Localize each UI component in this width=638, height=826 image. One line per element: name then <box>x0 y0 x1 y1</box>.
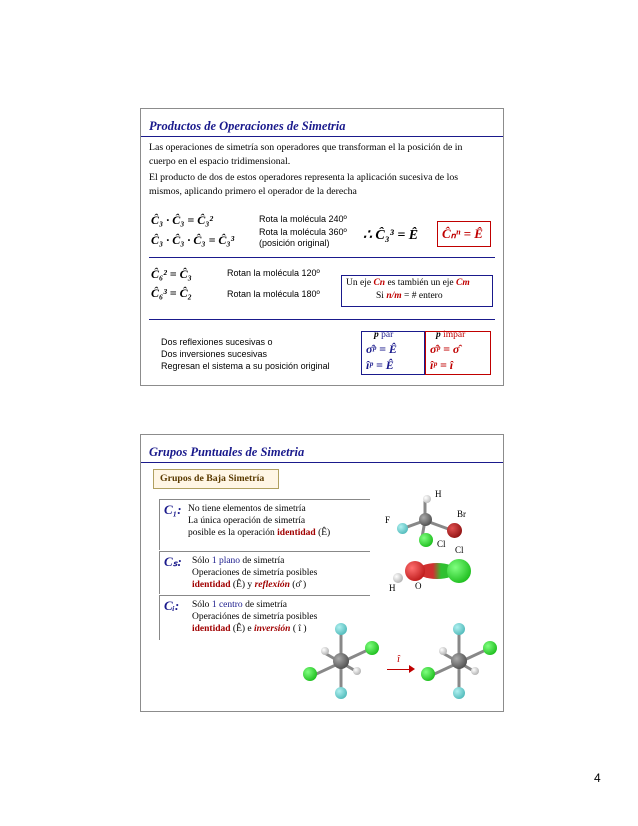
fluorine-atom <box>453 623 465 635</box>
chlorine-atom <box>447 559 471 583</box>
par-header <box>374 328 393 342</box>
ci-line3 <box>192 623 317 635</box>
c1-text <box>188 503 330 539</box>
divider-2 <box>149 319 495 320</box>
atom-label-h: H <box>389 583 396 593</box>
par-eq1: σ̂ᵖ = Ê <box>366 342 397 356</box>
eq4-note: Rotan la molécula 180º <box>227 289 320 299</box>
hydrogen-atom <box>321 647 329 655</box>
chlorine-atom <box>421 667 435 681</box>
impar-eq1: σ̂ᵖ = σ̂ <box>430 342 460 356</box>
molecule-cs <box>379 545 479 593</box>
group-c1 <box>159 499 370 550</box>
identity-symbol: (Ê) <box>318 528 331 538</box>
plane-highlight: 1 plano <box>211 556 241 566</box>
fluorine-atom <box>453 687 465 699</box>
inversion-arrow <box>387 655 417 675</box>
low-symmetry-label: Grupos de Baja Simetría <box>153 469 279 489</box>
fluorine-atom <box>397 523 408 534</box>
para2-line1: El producto de dos de estos operadores representa la aplicación sucesiva de los <box>149 172 459 183</box>
reflection-highlight: reflexión <box>254 580 290 590</box>
refl-line1: Dos reflexiones sucesivas o <box>161 337 273 347</box>
impar-header <box>436 328 465 342</box>
cs-label: Cₛ: <box>164 554 182 569</box>
axis-cn: Cn <box>373 278 386 288</box>
para1-line2: cuerpo en el espacio tridimensional. <box>149 156 291 167</box>
chlorine-atom <box>419 533 433 547</box>
divider-1 <box>149 257 495 258</box>
carbon-atom <box>451 653 467 669</box>
identity-highlight: identidad <box>192 580 231 590</box>
inversion-symbol: ( î ) <box>292 624 307 634</box>
eq3-note: Rotan la molécula 120º <box>227 268 320 278</box>
boxed-equation <box>437 221 491 247</box>
equation-c6-squared: Ĉ₆² = Ĉ₃ <box>151 267 192 281</box>
slide-grupos-puntuales <box>140 434 504 712</box>
refl-line3: Regresan el sistema a su posición original <box>161 361 330 371</box>
page-number: 4 <box>594 771 601 785</box>
cs-line1-text: Sólo <box>192 556 210 566</box>
impar-box <box>425 331 491 375</box>
hydrogen-atom <box>439 647 447 655</box>
slide-title: Grupos Puntuales de Simetria <box>149 445 305 459</box>
eq2-note <box>259 227 347 249</box>
identity-highlight: identidad <box>277 528 316 538</box>
c1-label: C₁: <box>164 502 182 517</box>
slide-productos <box>140 108 504 386</box>
eq2-note-line1: Rota la molécula 360º <box>259 227 347 237</box>
axis-text: es también un eje <box>387 278 454 288</box>
title-rule <box>141 136 503 137</box>
fluorine-atom <box>335 623 347 635</box>
hydrogen-atom <box>353 667 361 675</box>
impar-eq2: îᵖ = î <box>430 358 454 372</box>
atom-label-o: O <box>415 581 422 591</box>
hydrogen-atom <box>423 495 431 503</box>
title-rule <box>141 462 503 463</box>
par-word: par <box>381 330 394 340</box>
oxygen-atom <box>405 561 425 581</box>
axis-note-box <box>341 275 493 307</box>
ci-text <box>192 599 317 635</box>
ci-line1-text: Sólo <box>192 600 210 610</box>
axis-text: = # entero <box>404 291 443 301</box>
axis-text: Un eje <box>346 278 372 288</box>
chlorine-atom <box>365 641 379 655</box>
eq1-note: Rota la molécula 240º <box>259 214 347 224</box>
axis-note-line2 <box>376 289 443 303</box>
center-highlight: 1 centro <box>211 600 243 610</box>
inversion-arrow-label: î <box>397 653 401 665</box>
cs-line3 <box>192 579 317 591</box>
equation-c3-squared: Ĉ₃ · Ĉ₃ = Ĉ₃² <box>151 213 213 227</box>
equation-c6-cubed: Ĉ₆³ = Ĉ₂ <box>151 286 192 300</box>
impar-p: p <box>436 330 441 340</box>
c1-line2: La única operación de simetría <box>188 516 306 526</box>
molecule-ci-before <box>301 621 381 701</box>
ci-line2: Operaciónes de simetría posibles <box>192 612 318 622</box>
eq2-note-line2: (posición original) <box>259 238 330 248</box>
par-p: p <box>374 330 379 340</box>
chlorine-atom <box>483 641 497 655</box>
molecule-ci-after <box>419 621 499 701</box>
impar-word: impar <box>443 330 466 340</box>
hydrogen-atom <box>393 573 403 583</box>
axis-cm: Cm <box>456 278 470 288</box>
axis-note-line1 <box>346 276 470 290</box>
cs-line1-text: de simetría <box>242 556 285 566</box>
refl-line2: Dos inversiones sucesivas <box>161 349 268 359</box>
slide-title: Productos de Operaciones de Simetria <box>149 119 346 133</box>
atom-label-cl: Cl <box>437 539 446 549</box>
para2-line2: mismos, aplicando primero el operador de la derecha <box>149 186 357 197</box>
para1-line1: Las operaciones de simetría son operadores que transforman el la posición de in <box>149 142 463 153</box>
equation-c3-cubed: Ĉ₃ · Ĉ₃ · Ĉ₃ = Ĉ₃³ <box>151 233 235 247</box>
par-box <box>361 331 425 375</box>
atom-label-h: H <box>435 489 442 499</box>
axis-text: Si <box>376 291 384 301</box>
atom-label-cl: Cl <box>455 545 464 555</box>
axis-nm: n/m <box>386 291 402 301</box>
identity-highlight: identidad <box>192 624 231 634</box>
reflection-symbol: (σ̂ ) <box>292 580 307 590</box>
cs-line1 <box>192 555 317 567</box>
c1-line1: No tiene elementos de simetría <box>188 504 306 514</box>
paragraph-2 <box>149 171 458 199</box>
arrow-shaft <box>387 669 411 670</box>
atom-label-br: Br <box>457 509 466 519</box>
inversion-highlight: inversión <box>254 624 291 634</box>
boxed-equation-text: Ĉₙⁿ = Ê <box>442 226 483 241</box>
group-cs <box>159 551 370 594</box>
carbon-atom <box>333 653 349 669</box>
ci-line1-text: de simetría <box>245 600 288 610</box>
reflection-note <box>161 336 330 372</box>
atom-label-f: F <box>385 515 391 525</box>
molecule-c1 <box>373 487 493 547</box>
cs-line3-text: (Ê) y <box>232 580 253 590</box>
hydrogen-atom <box>471 667 479 675</box>
par-eq2: îᵖ = Ê <box>366 358 394 372</box>
chlorine-atom <box>303 667 317 681</box>
ci-label: Cᵢ: <box>164 598 180 613</box>
cs-text <box>192 555 317 591</box>
c1-line3 <box>188 527 330 539</box>
fluorine-atom <box>335 687 347 699</box>
ci-line1 <box>192 599 317 611</box>
paragraph-1 <box>149 141 462 169</box>
bromine-atom <box>447 523 462 538</box>
arrow-head-icon <box>409 665 415 673</box>
ci-line3-text: (Ê) e <box>232 624 252 634</box>
c1-line3-text: posible es la operación <box>188 528 275 538</box>
cs-line2: Operaciones de simetría posibles <box>192 568 318 578</box>
carbon-atom <box>419 513 432 526</box>
therefore-equation: ∴ Ĉ₃³ = Ê <box>363 228 419 243</box>
